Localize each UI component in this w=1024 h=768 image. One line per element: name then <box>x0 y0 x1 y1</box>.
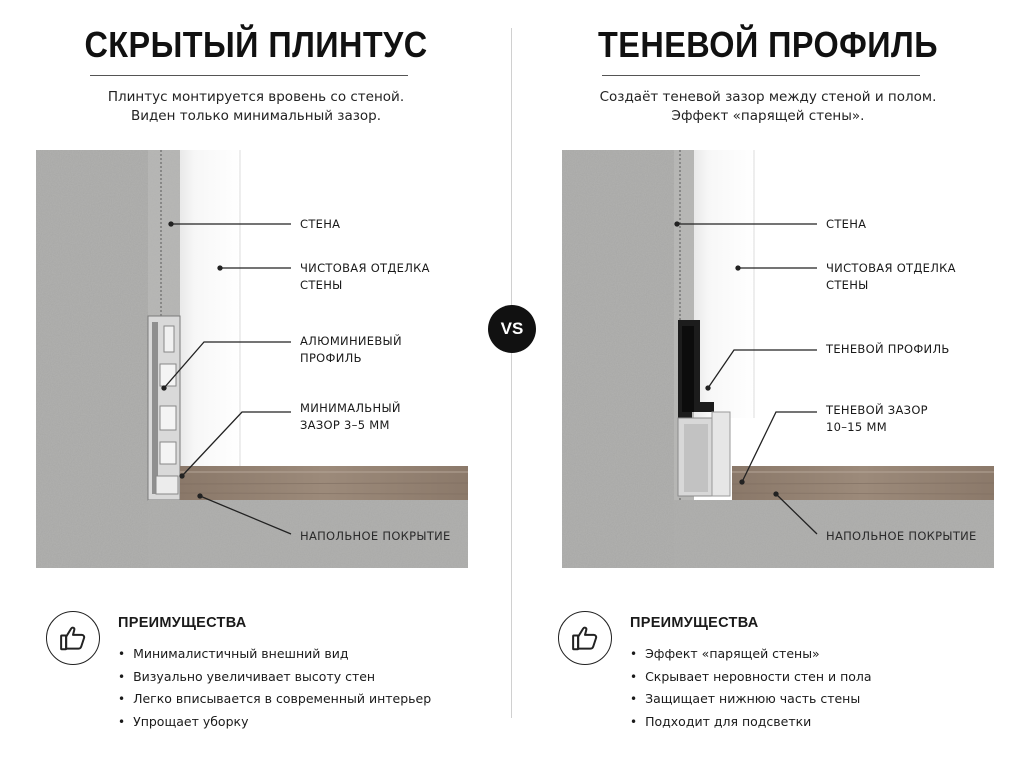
left-concrete-wall <box>36 150 148 568</box>
benefit-item: • Легко вписывается в современный интерьер <box>118 688 431 711</box>
benefit-item: • Упрощает уборку <box>118 711 431 734</box>
shadow-profile-column <box>512 0 1024 768</box>
benefit-item: • Минималистичный внешний вид <box>118 643 431 666</box>
left-callout-gap-line2: ЗАЗОР 3–5 ММ <box>300 418 390 432</box>
left-subtitle <box>0 88 512 126</box>
right-title: ТЕНЕВОЙ ПРОФИЛЬ <box>598 24 938 65</box>
right-callout-finish <box>826 260 956 294</box>
benefit-item: • Визуально увеличивает высоту стен <box>118 666 431 689</box>
right-callout-wall: СТЕНА <box>826 217 867 231</box>
left-callout-profile-line1: АЛЮМИНИЕВЫЙ <box>300 334 402 348</box>
left-callout-profile <box>300 333 402 367</box>
right-callout-finish-line2: СТЕНЫ <box>826 278 869 292</box>
benefit-item: • Скрывает неровности стен и пола <box>630 666 872 689</box>
left-subtitle-line1: Плинтус монтируется вровень со стеной. <box>107 89 405 105</box>
left-aluminum-profile <box>148 316 180 500</box>
right-cross-section <box>562 150 994 568</box>
right-benefit-list <box>630 643 872 733</box>
right-title-rule <box>602 75 920 76</box>
right-subtitle <box>512 88 1024 126</box>
right-callout-profile: ТЕНЕВОЙ ПРОФИЛЬ <box>826 342 950 356</box>
thumbs-up-icon <box>46 611 100 665</box>
benefit-item: • Эффект «парящей стены» <box>630 643 872 666</box>
right-benefits-title: ПРЕИМУЩЕСТВА <box>630 615 759 631</box>
left-title: СКРЫТЫЙ ПЛИНТУС <box>84 24 428 65</box>
left-subtitle-line2: Виден только минимальный зазор. <box>130 108 382 124</box>
right-callout-gap-line2: 10–15 ММ <box>826 420 887 434</box>
left-callout-wall: СТЕНА <box>300 217 341 231</box>
left-finish-board <box>180 150 240 470</box>
left-callout-gap-line1: МИНИМАЛЬНЫЙ <box>300 401 401 415</box>
right-subtitle-line1: Создаёт теневой зазор между стеной и полом. <box>599 89 937 105</box>
thumbs-up-icon <box>558 611 612 665</box>
left-callout-gap <box>300 400 401 434</box>
right-callout-finish-line1: ЧИСТОВАЯ ОТДЕЛКА <box>826 261 956 275</box>
left-callout-floor: НАПОЛЬНОЕ ПОКРЫТИЕ <box>300 529 451 543</box>
benefit-item: • Защищает нижнюю часть стены <box>630 688 872 711</box>
right-callout-gap-line1: ТЕНЕВОЙ ЗАЗОР <box>826 403 928 417</box>
left-cross-section-drawing <box>36 150 468 568</box>
left-title-rule <box>90 75 408 76</box>
left-callout-finish-line1: ЧИСТОВАЯ ОТДЕЛКА <box>300 261 430 275</box>
left-cross-section <box>36 150 468 568</box>
right-finish-board <box>694 150 754 418</box>
right-cross-section-drawing <box>562 150 994 568</box>
left-callout-profile-line2: ПРОФИЛЬ <box>300 351 362 365</box>
benefit-item: • Подходит для подсветки <box>630 711 872 734</box>
right-floor-covering <box>732 466 994 500</box>
left-benefit-list <box>118 643 431 733</box>
right-concrete-wall <box>562 150 674 568</box>
left-callout-finish-line2: СТЕНЫ <box>300 278 343 292</box>
left-floor-covering <box>180 466 468 500</box>
left-benefits-title: ПРЕИМУЩЕСТВА <box>118 615 247 631</box>
vs-label: VS <box>500 319 524 338</box>
left-callout-finish <box>300 260 430 294</box>
right-callout-gap <box>826 402 928 436</box>
right-subtitle-line2: Эффект «парящей стены». <box>671 108 865 124</box>
right-callout-floor: НАПОЛЬНОЕ ПОКРЫТИЕ <box>826 529 977 543</box>
